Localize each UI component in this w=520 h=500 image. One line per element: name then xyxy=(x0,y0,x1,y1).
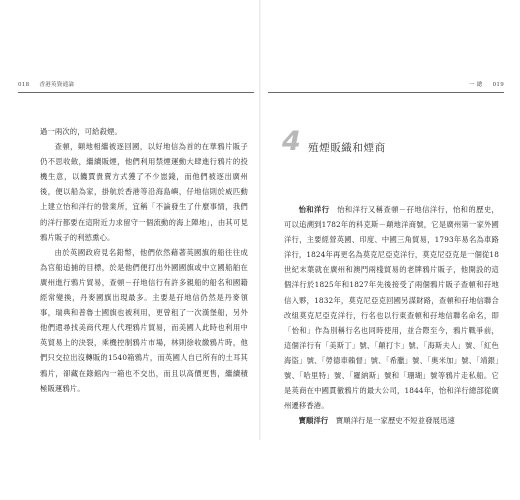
book-gutter xyxy=(259,0,261,440)
paragraph-text-dent: 寶順洋行是一家歷史不短並發展迅速 xyxy=(335,416,455,426)
right-page-number: 019 xyxy=(492,82,504,88)
left-page-number: 018 xyxy=(18,82,30,88)
left-book-title: 香港英資通論 xyxy=(39,82,75,88)
right-running-header xyxy=(469,80,504,88)
section-number: 4 xyxy=(282,126,301,157)
right-header-rule xyxy=(268,92,504,93)
right-paragraph-2 xyxy=(284,413,499,428)
right-chapter-label: 一 總 xyxy=(468,82,483,88)
right-paragraph-1 xyxy=(284,202,499,413)
section-heading xyxy=(282,126,502,158)
left-header-rule xyxy=(18,92,254,93)
left-page-body xyxy=(40,124,248,396)
paragraph-text-jardine: 怡和洋行又稱查頓－孖地信洋行，怡和的歷史，可以追溯到1782年的科克斯－顛地洋商號，它是廣州第一家外國洋行，主要經營英國、印度、中國三角貿易，1793年易名為車路洋行，1824年再更名為莫克尼亞克洋行，莫克尼亞克是一個從18世紀末葉就在廣州和澳門兩棧貿易的老牌鴉片販子，他開設的這個洋行於1825年和1827年先後接受了兩個鴉片販子查頓和孖地信入夥，1832年，莫克尼亞克回國另謀財路，查頓和孖地信聯合改組莫克尼亞克洋行，行名也以行東查頓和孖地信聯名命名，即「怡和」作為別稱行名也同時使用，並合際至今，鴉片戰爭前，這個洋行有「美斯丁」號、「顛打卞」號、「海斯夫人」號、「紅色海盜」號、「勞德車賴督」號、「希臘」號、「奧米加」號、「靖銀」號、「哈里特」號、「羅納斯」號和「珊瑚」號等鴉片走私船。它是英商在中國貫徹鴉片的最大公司，1844年，怡和洋行總部從廣州遷移香港。 xyxy=(284,205,499,411)
paragraph-lead-dent: 寶順洋行 xyxy=(298,416,329,426)
left-paragraph-3: 由於英國政府見名鉛幣，他們依然藉著英國旗的船往往成為官船追捕的目標，於是他們便打出外國國旗或中立國船舶在廣州進行鴉片貿易，查頓－孖地信行有許多親船的船名和國籍經常變換，丹麥國旗出現最多。主要是孖地信仍然是丹麥領事，瑞典和普魯士國旗也被利用，更曾租了一次漢堡船，另外他們還尋找美商代理人代理鴉片貿易，而美國人此時也利用中英貿易上的決裂，乘機控制鴉片市場，林則徐收繳鴉片時，他們只交拉出沒轉販的1540箱鴉片，而英國人自已所有的土耳其鴉片，卻藏在錄館內一箱也不交出，而且以高價更售，繼續積極販運鴉片。 xyxy=(40,247,248,393)
paragraph-lead-jardine: 怡和洋行 xyxy=(298,205,330,214)
left-paragraph-2: 查頓，顛地相繼被逐回國，以好地信為首的在華鴉片販子仍不思收斂，繼續販煙，他們利用禁煙運動大肆進行鴉片的投機生意，以饑賈貴賣方式獲了不少崽錢，而他們被逐出廣州後，便以船為家，掛航於香港等沿海島嶼，仔地信則於威匹動上建立怡和洋行的營業所，宜稱「不論發生了什麼事情，我們的洋行都要在這附近力求留守一個流動的海上陣地」，由其可見鴉片販子的利慾熏心。 xyxy=(40,142,248,242)
page-bottom-margin xyxy=(0,440,520,500)
right-page-body xyxy=(284,202,499,428)
left-paragraph-1: 過一兩次的，可給殺煙。 xyxy=(40,127,122,136)
left-running-header xyxy=(18,80,74,88)
section-title: 殖煙販織和煙商 xyxy=(308,142,386,154)
